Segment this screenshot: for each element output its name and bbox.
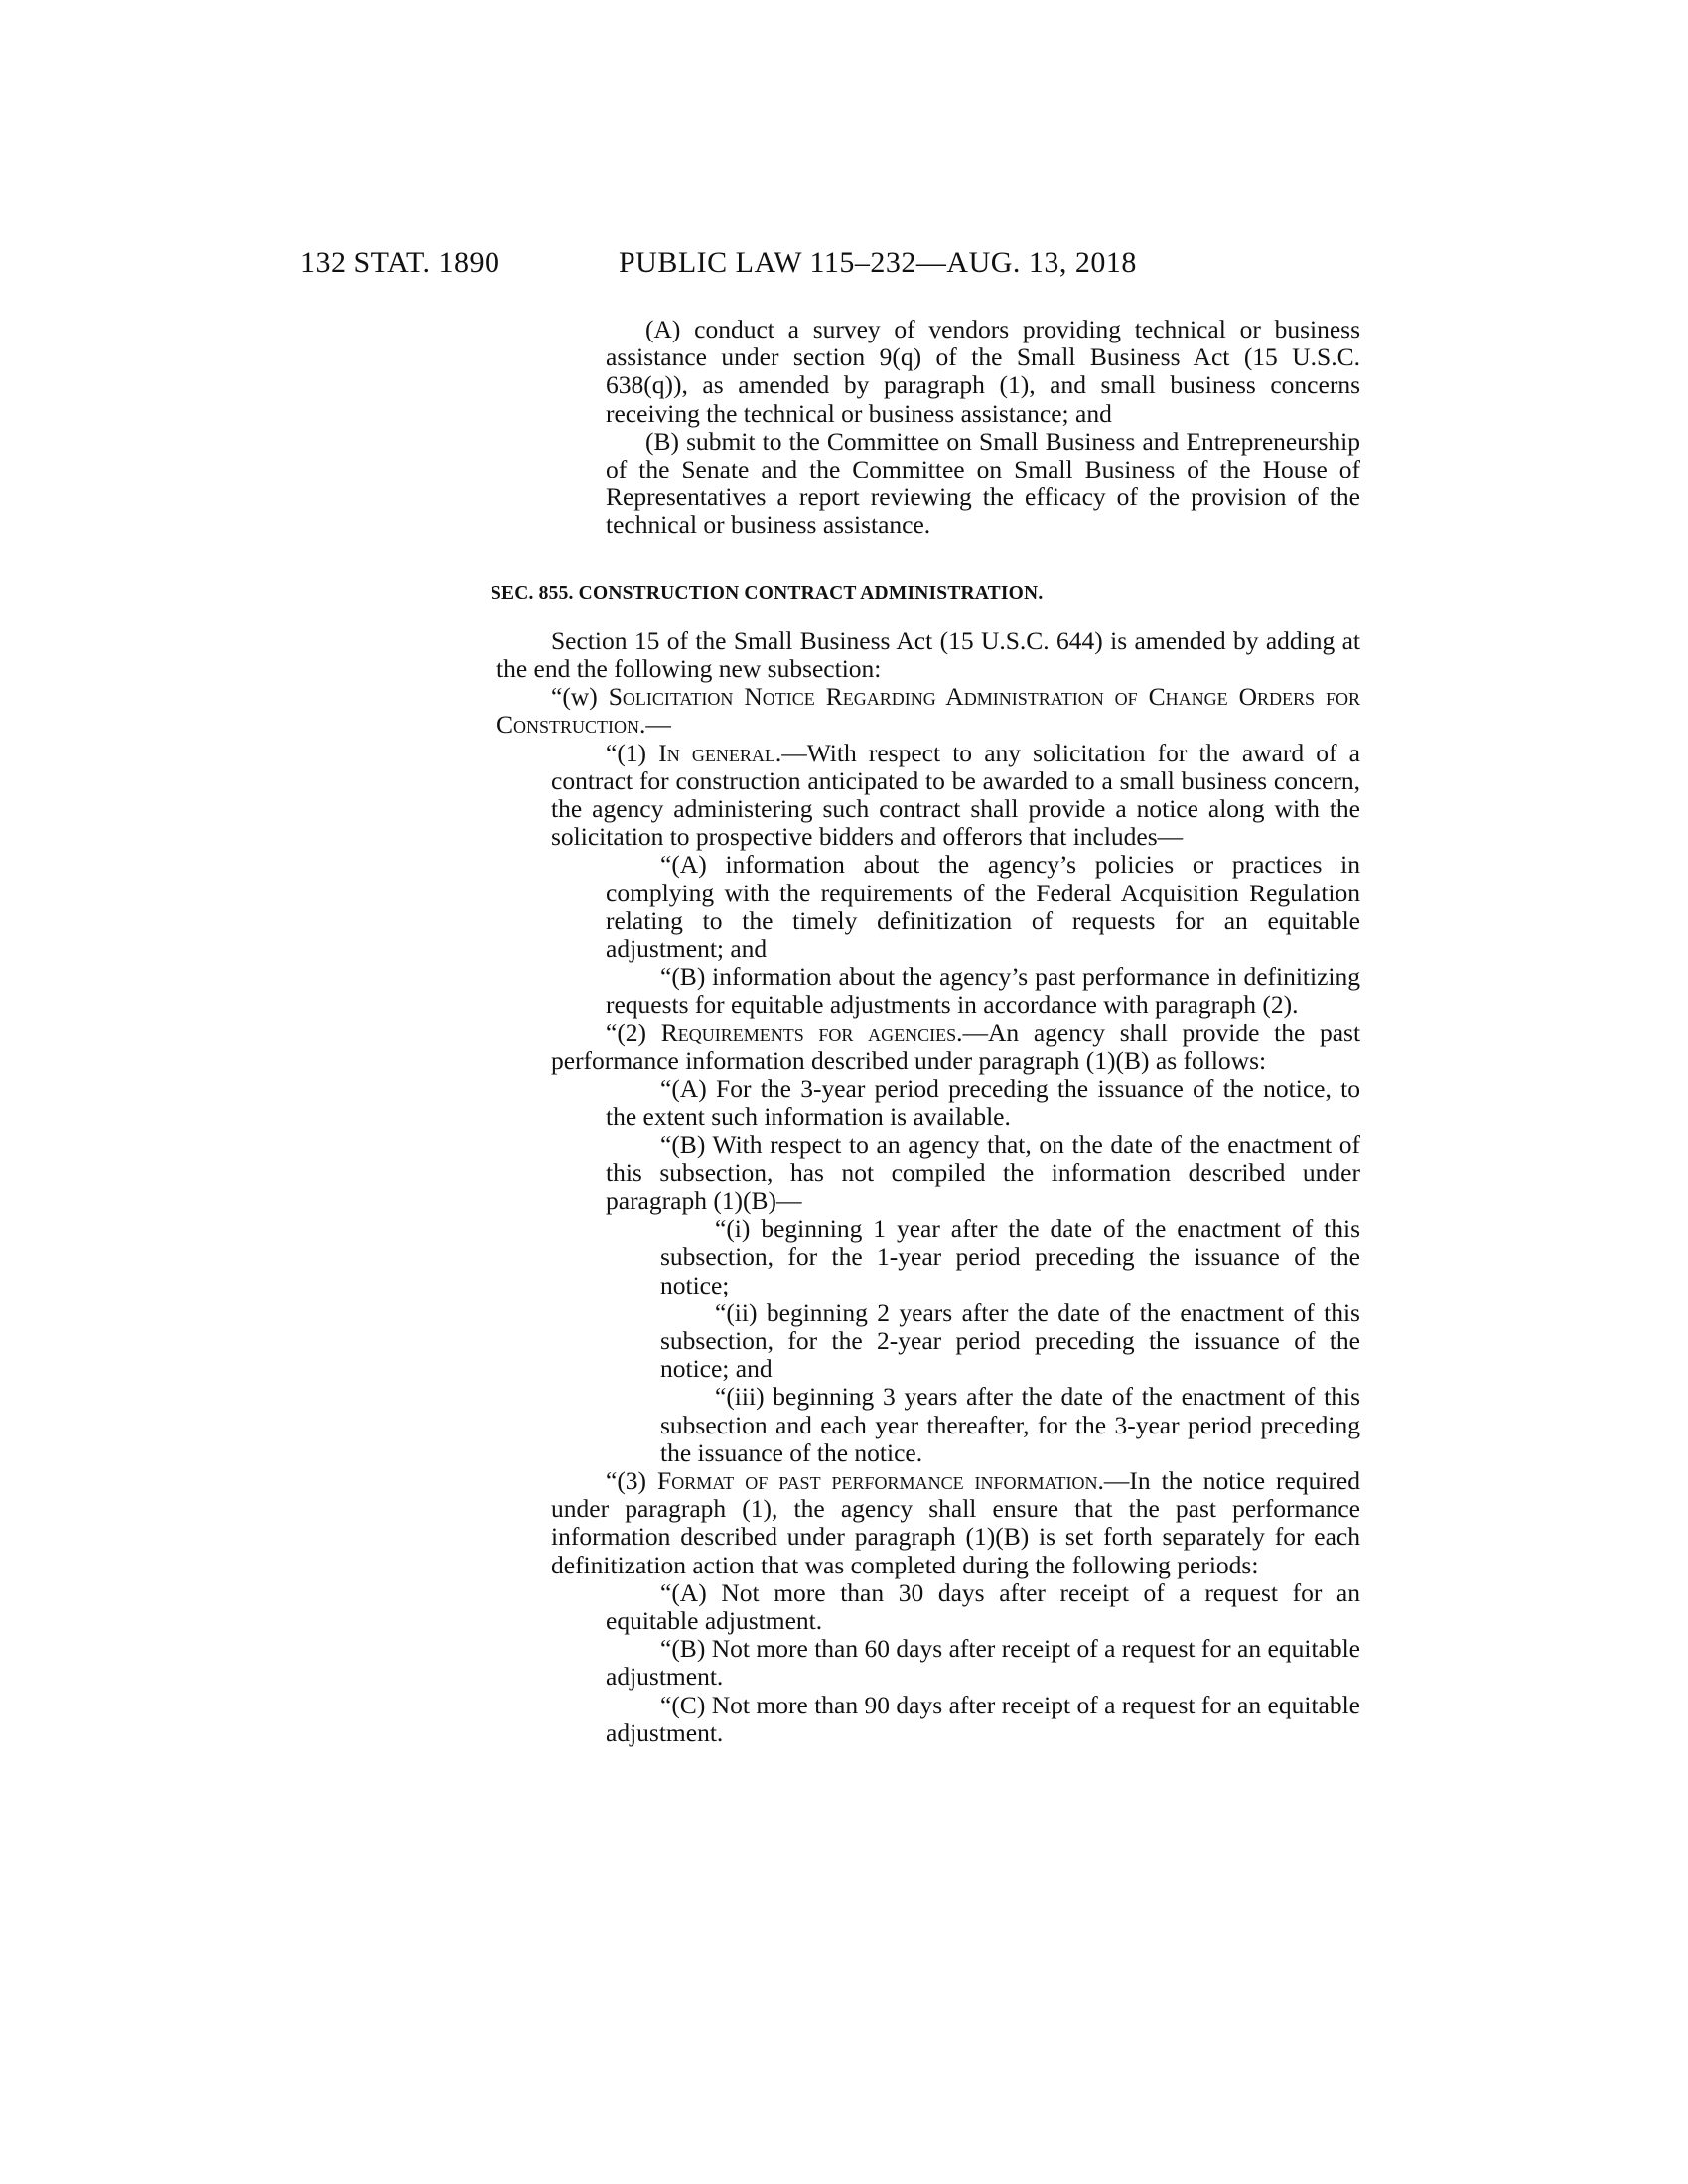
paragraph-1-a: “(A) information about the agency’s policies or practices in complying with the requirements of the Federal Acquisition Regulation relating to the timely definitization of requests for an equitable adjustment; and — [606, 850, 1360, 964]
paragraph-2-prefix: “(2) — [606, 1018, 647, 1047]
paragraph-2-a: “(A) For the 3-year period preceding the issuance of the notice, to the extent such information is available. — [606, 1074, 1360, 1132]
subsection-w-dash: — — [645, 710, 671, 740]
paragraph-1-text: .—With respect to any solicitation for the award of a contract for construction anticipated to be awarded to a small business concern, the agency administering such contract shall provide a notice along with the solicitation to prospective bidders and offerors that includes— — [551, 738, 1360, 852]
paragraph-3-text: .—In the notice required under paragraph (1), the agency shall ensure that the past performance information described under paragraph (1)(B) is set forth separately for each definitization action that was completed during the following periods: — [551, 1465, 1361, 1579]
subsection-w-title: Solicitation Notice Regarding Administration of Change Orders for Construction. — [496, 682, 1361, 740]
paragraph-2-b-ii: “(ii) beginning 2 years after the date of the enactment of this subsection, for the 2-year period preceding the issuance of the notice; and — [660, 1297, 1360, 1384]
paragraph-3-a: “(A) Not more than 30 days after receipt of a request for an equitable adjustment. — [606, 1577, 1360, 1635]
subsection-w-prefix: “(w) — [551, 682, 598, 712]
paragraph-3-prefix: “(3) — [606, 1465, 647, 1495]
paragraph-1-heading: In general — [658, 738, 775, 767]
paragraph-a-survey: (A) conduct a survey of vendors providing technical or business assistance under section 9(q) of the Small Business Act (15 U.S.C. 638(q)), as amended by paragraph (1), and small business concerns receiving the technical or business assistance; and — [606, 315, 1360, 428]
paragraph-1-b: “(B) information about the agency’s past performance in definitizing requests for equitable adjustments in accordance with paragraph (2). — [606, 962, 1360, 1020]
paragraph-3 — [551, 1467, 1360, 1579]
paragraph-1-prefix: “(1) — [606, 738, 647, 767]
paragraph-2 — [551, 1020, 1360, 1075]
paragraph-2-b-i: “(i) beginning 1 year after the date of the enactment of this subsection, for the 1-year period preceding the issuance of the notice; — [660, 1214, 1360, 1299]
paragraph-3-b: “(B) Not more than 60 days after receipt of a request for an equitable adjustment. — [606, 1634, 1360, 1692]
page-stat-citation: 132 STAT. 1890 — [300, 246, 500, 279]
subsection-w-heading — [496, 683, 1360, 739]
paragraph-2-b: “(B) With respect to an agency that, on the date of the enactment of this subsection, has not compiled the information described under paragraph (1)(B)— — [606, 1130, 1360, 1215]
paragraph-b-submit: (B) submit to the Committee on Small Business and Entrepreneurship of the Senate and the Committee on Small Business of the House of Representatives a report reviewing the efficacy of the provision of the technical or business assistance. — [606, 426, 1360, 540]
page-header-title: PUBLIC LAW 115–232—AUG. 13, 2018 — [619, 246, 1137, 279]
document-body — [491, 315, 1361, 1747]
paragraph-3-heading: Format of past performance information — [657, 1465, 1098, 1495]
paragraph-3-c: “(C) Not more than 90 days after receipt of a request for an equitable adjustment. — [606, 1690, 1360, 1747]
paragraph-2-heading: Requirements for agencies — [660, 1018, 957, 1047]
paragraph-2-b-iii: “(iii) beginning 3 years after the date of the enactment of this subsection and each year thereafter, for the 3-year period preceding the issuance of the notice. — [660, 1382, 1360, 1467]
paragraph-2-text: .—An agency shall provide the past performance information described under paragraph (1)(B) as follows: — [551, 1018, 1361, 1075]
section-heading: SEC. 855. CONSTRUCTION CONTRACT ADMINISTRATION. — [491, 582, 1044, 604]
paragraph-1 — [551, 740, 1360, 852]
section-15-intro: Section 15 of the Small Business Act (15 U.S.C. 644) is amended by adding at the end the following new subsection: — [496, 625, 1360, 684]
